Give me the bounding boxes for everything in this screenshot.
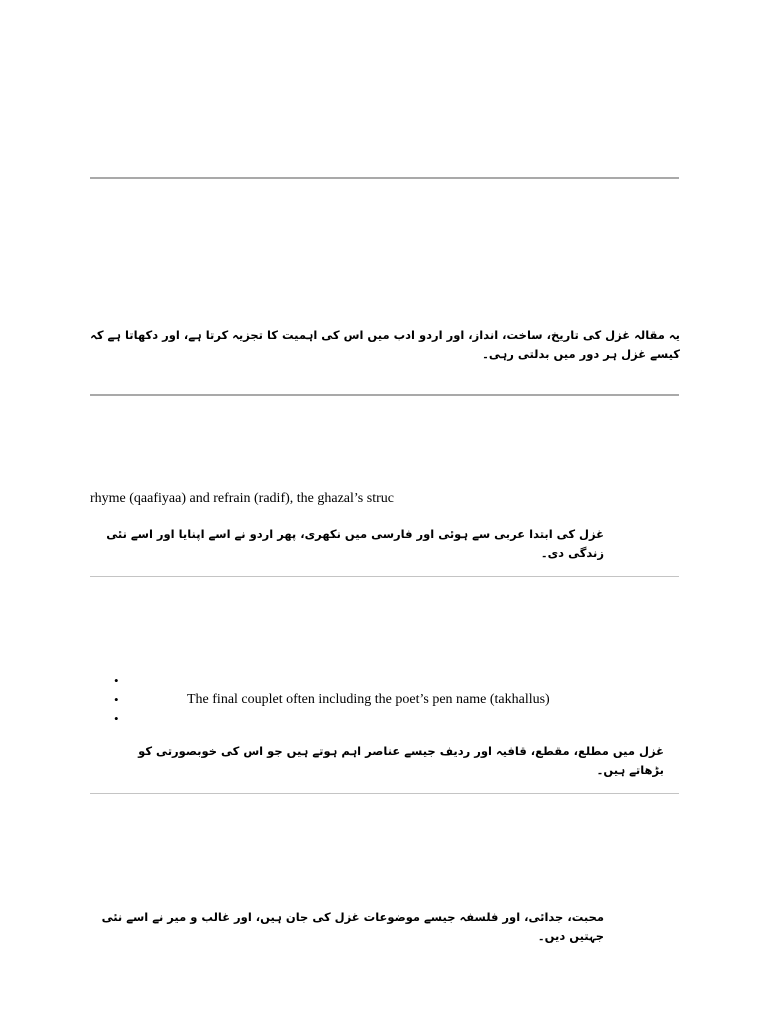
list-item-text: • The final couplet often including the poet’s pen name (takhallus) [187,692,550,707]
structure-paragraph: غزل میں مطلع، مقطع، قافیہ اور ردیف جیسے عناصر اہم ہوتے ہیں جو اس کی خوبصورتی کو بڑھاتے ہیں۔ [138,744,664,777]
section-divider-3 [90,576,679,577]
list-item [90,709,679,728]
section-divider-2 [90,394,679,396]
list-item [90,671,679,690]
origins-english-fragment: rhyme (qaafiyaa) and refrain (radif), the ghazal’s struc [90,491,394,506]
structure-bullet-list [90,671,679,728]
section-divider-4 [90,793,679,794]
list-item [90,690,679,709]
intro-paragraph: یہ مقالہ غزل کی تاریخ، ساخت، انداز، اور اردو ادب میں اس کی اہمیت کا تجزیہ کرتا ہے، اور دکھاتا ہے کہ کیسے غزل ہر دور میں بدلتی رہی۔ [90,328,680,361]
themes-paragraph: محبت، جدائی، اور فلسفہ جیسے موضوعات غزل کی جان ہیں، اور غالب و میر نے اسے نئی جہتیں دیں۔ [101,910,604,943]
section-divider-1 [90,177,679,179]
origins-paragraph: غزل کی ابتدا عربی سے ہوئی اور فارسی میں نکھری، پھر اردو نے اسے اپنایا اور اسے نئی زندگی دی۔ [106,527,604,560]
